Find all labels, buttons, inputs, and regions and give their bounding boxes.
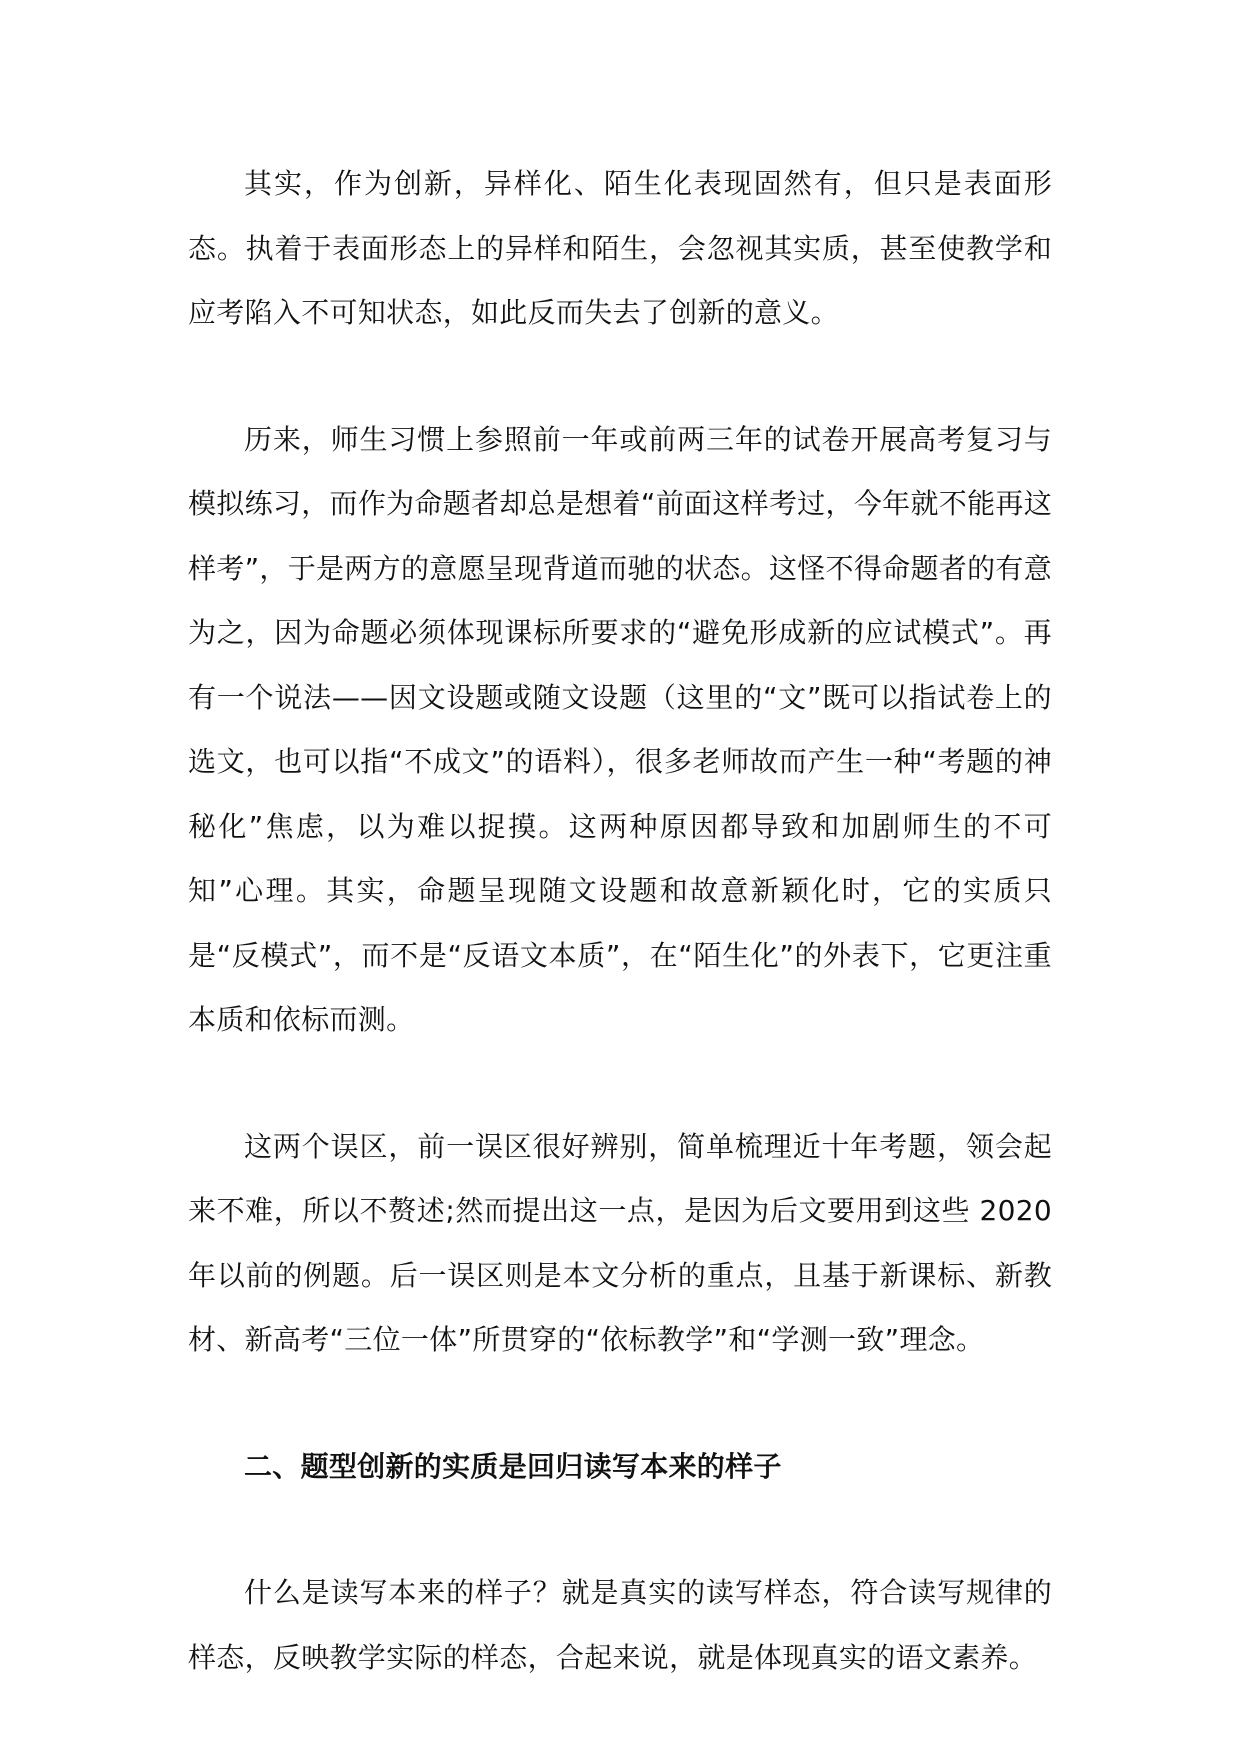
paragraph-gap [188, 1053, 1052, 1115]
paragraph-gap [188, 346, 1052, 408]
paragraph-review-habits: 历来，师生习惯上参照前一年或前两三年的试卷开展高考复习与模拟练习，而作为命题者却总是想着“前面这样考过，今年就不能再这样考”，于是两方的意愿呈现背道而驰的状态。这怪不得命题者的有意为之，因为命题必须体现课标所要求的“避免形成新的应试模式”。再有一个说法——因文设题或随文设题（这里的“文”既可以指试卷上的选文，也可以指“不成文”的语料），很多老师故而产生一种“考题的神秘化”焦虑，以为难以捉摸。这两种原因都导致和加剧师生的不可知”心理。其实，命题呈现随文设题和故意新颖化时，它的实质只是“反模式”，而不是“反语文本质”，在“陌生化”的外表下，它更注重本质和依标而测。 [188, 422, 1052, 1036]
paragraph-gap [188, 1499, 1052, 1561]
document-body [188, 152, 1052, 1690]
paragraph-gap [188, 1373, 1052, 1435]
paragraph-reading-writing-nature: 什么是读写本来的样子？就是真实的读写样态，符合读写规律的样态，反映教学实际的样态，合起来说，就是体现真实的语文素养。 [188, 1576, 1052, 1674]
section-heading: 二、题型创新的实质是回归读写本来的样子 [244, 1449, 782, 1483]
paragraph-two-misconceptions: 这两个误区，前一误区很好辨别，简单梳理近十年考题，领会起来不难，所以不赘述;然而提出这一点，是因为后文要用到这些 2020 年以前的例题。后一误区则是本文分析的重点，且基于新课标、新教材、新高考“三位一体”所贯穿的“依标教学”和“学测一致”理念。 [188, 1129, 1052, 1356]
paragraph-innovation-surface: 其实，作为创新，异样化、陌生化表现固然有，但只是表面形态。执着于表面形态上的异样和陌生，会忽视其实质，甚至使教学和应考陷入不可知状态，如此反而失去了创新的意义。 [188, 167, 1052, 329]
